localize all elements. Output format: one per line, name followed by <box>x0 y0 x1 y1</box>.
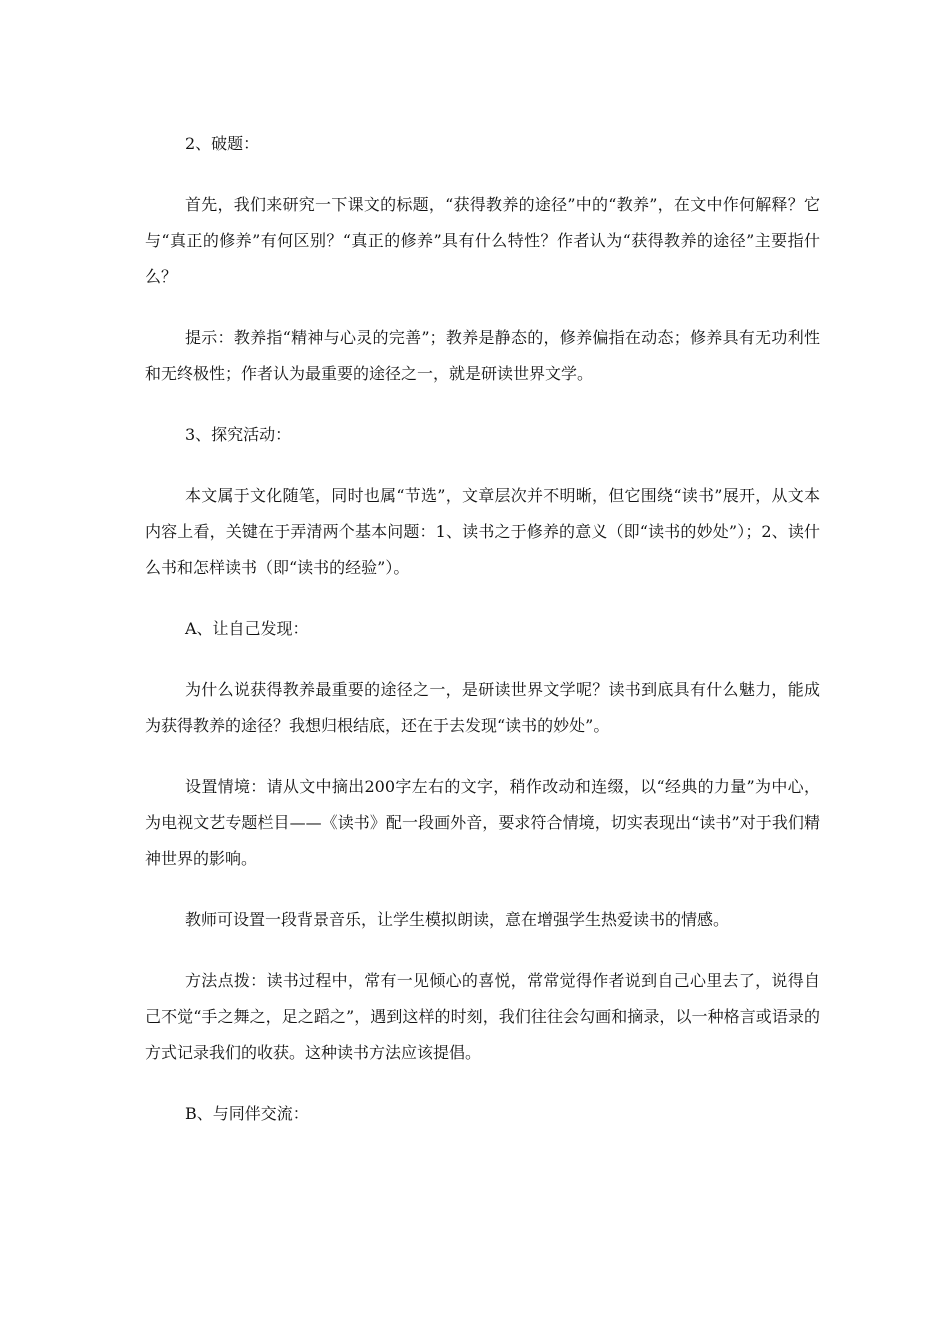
paragraph-scenario: 设置情境：请从文中摘出200字左右的文字，稍作改动和连缀，以“经典的力量”为中心，为电视文艺专题栏目——《读书》配一段画外音，要求符合情境，切实表现出“读书”对于我们精神世界的影响。 <box>145 777 820 868</box>
paragraph-hint: 提示：教养指“精神与心灵的完善”；教养是静态的，修养偏指在动态；修养具有无功利性和无终极性；作者认为最重要的途径之一，就是研读世界文学。 <box>145 328 820 383</box>
subheading-self-discovery: A、让自己发现： <box>185 619 309 638</box>
subheading-peer-exchange: B、与同伴交流： <box>185 1104 309 1123</box>
paragraph-teacher-music: 教师可设置一段背景音乐，让学生模拟朗读，意在增强学生热爱读书的情感。 <box>185 910 730 929</box>
paragraph-why-read: 为什么说获得教养最重要的途径之一，是研读世界文学呢？读书到底具有什么魅力，能成为获得教养的途径？我想归根结底，还在于去发现“读书的妙处”。 <box>145 680 820 735</box>
section-heading-inquiry: 3、探究活动： <box>185 425 292 444</box>
paragraph-method-tips: 方法点拨：读书过程中，常有一见倾心的喜悦，常常觉得作者说到自己心里去了，说得自己不觉“手之舞之，足之蹈之”，遇到这样的时刻，我们往往会勾画和摘录，以一种格言或语录的方式记录我们的收获。这种读书方法应该提倡。 <box>145 971 820 1062</box>
paragraph-essay-structure: 本文属于文化随笔，同时也属“节选”，文章层次并不明晰，但它围绕“读书”展开，从文本内容上看，关键在于弄清两个基本问题：1、读书之于修养的意义（即“读书的妙处”）；2、读什么书和怎样读书（即“读书的经验”）。 <box>145 486 820 577</box>
document-body <box>145 126 820 1157</box>
paragraph-title-questions: 首先，我们来研究一下课文的标题，“获得教养的途径”中的“教养”，在文中作何解释？它与“真正的修养”有何区别？“真正的修养”具有什么特性？作者认为“获得教养的途径”主要指什么？ <box>145 195 820 286</box>
section-heading-breaking-title: 2、破题： <box>185 134 260 153</box>
